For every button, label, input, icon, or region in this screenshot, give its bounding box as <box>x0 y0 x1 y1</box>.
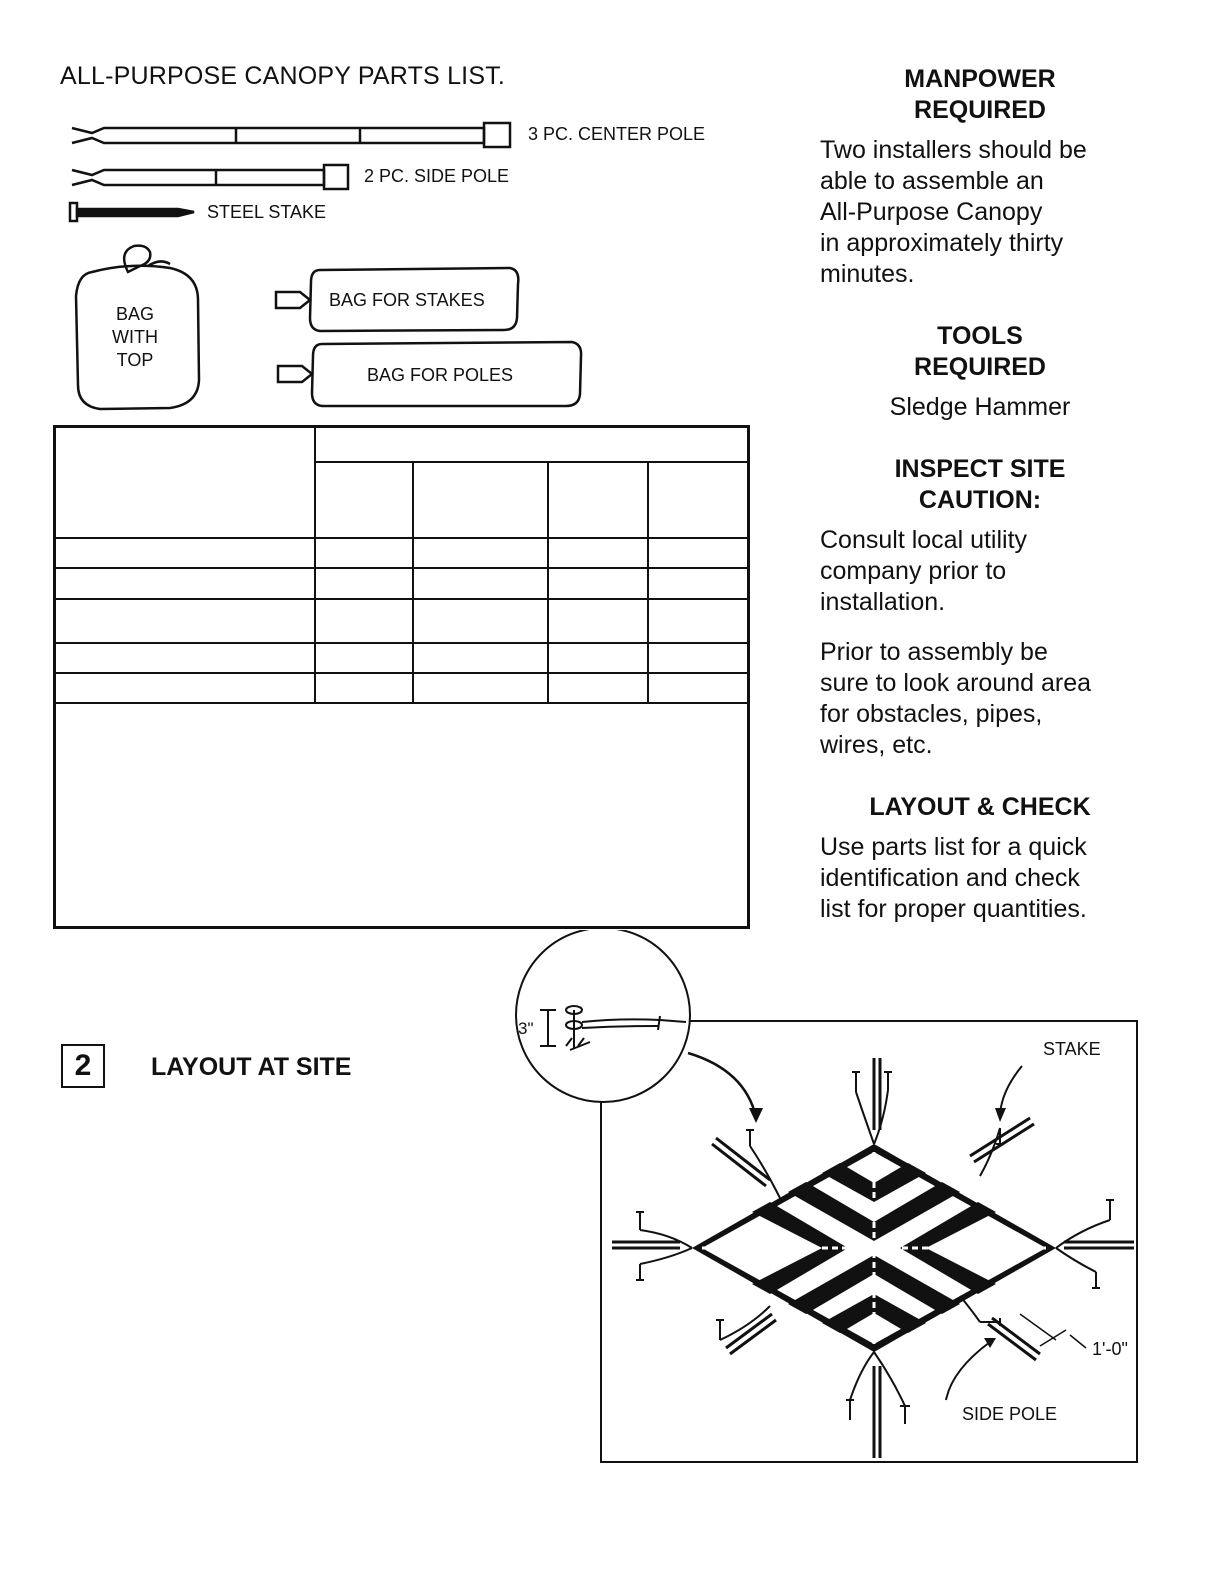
side-pole-label: 2 PC. SIDE POLE <box>364 166 510 186</box>
stake-label: STAKE <box>1043 1039 1101 1059</box>
manpower-section <box>820 64 1140 290</box>
stake-detail-circle <box>516 930 690 1102</box>
offset-dimension-label: 1'-0" <box>1092 1339 1128 1359</box>
detail-depth-label: 3" <box>518 1019 534 1038</box>
inspect-text-1: Consult local utility company prior to installation. <box>820 526 1028 616</box>
inspect-site-section <box>820 454 1140 761</box>
layout-diagram <box>500 930 1150 1475</box>
center-pole-label: 3 PC. CENTER POLE <box>528 124 706 144</box>
bag-for-poles-label: BAG FOR POLES <box>367 365 514 385</box>
tools-section <box>820 321 1140 423</box>
step-number: 2 <box>61 1044 105 1088</box>
layout-check-heading: LAYOUT & CHECK <box>869 793 1091 821</box>
center-pole-illustration <box>72 128 484 143</box>
step-title: LAYOUT AT SITE <box>151 1053 352 1081</box>
layout-check-section <box>820 792 1140 925</box>
layout-check-text: Use parts list for a quick identification and check list for proper quantities. <box>820 833 1087 923</box>
steel-stake-label: STEEL STAKE <box>207 202 327 222</box>
parts-list-title: ALL-PURPOSE CANOPY PARTS LIST. <box>60 62 506 90</box>
tools-text: Sledge Hammer <box>889 393 1071 421</box>
bag-for-stakes-label: BAG FOR STAKES <box>329 290 485 310</box>
inspect-text-2: Prior to assembly be sure to look around area for obstacles, pipes, wires, etc. <box>820 638 1092 759</box>
manpower-heading: MANPOWER REQUIRED <box>904 65 1056 124</box>
side-pole-illustration <box>72 170 324 185</box>
bag-with-top-label: BAG WITH TOP <box>112 304 158 370</box>
table-grid <box>56 428 747 926</box>
inspect-heading: INSPECT SITE CAUTION: <box>894 455 1066 514</box>
parts-quantity-table <box>53 425 750 929</box>
tools-heading: TOOLS REQUIRED <box>914 322 1046 381</box>
manpower-text: Two installers should be able to assemble an All-Purpose Canopy in approximately thirty minutes. <box>820 136 1087 288</box>
side-pole-diagram-label: SIDE POLE <box>962 1404 1058 1424</box>
steel-stake-illustration <box>70 203 194 221</box>
